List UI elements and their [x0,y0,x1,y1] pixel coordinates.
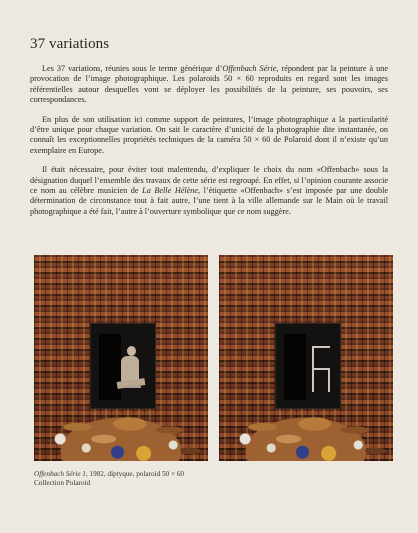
polaroid-print-right [275,323,341,409]
pigment-heap-right [219,403,393,461]
body-text [30,64,388,226]
page-title: 37 variations [30,36,110,52]
figure-caption [34,470,184,488]
caption-line-1 [34,470,184,479]
paragraph-3-text-b: , l’étiquette «Offenbach» s’est imposée par une double détermination de circonstance tout à fait autre, l’une tient à la ville allemande sur le Main où le travail photographique a été fait, l’autre à l’ouverture symbolique que ce nom suggère. [30,186,388,216]
paragraph-2: En plus de son utilisation ici comme support de peintures, l’image photographique a la particularité d’être unique pour chaque variation. On sait le caractère d’unicité de la photographie dite instantanée, on connaît les exceptionnelles propriétés techniques de la caméra 50 × 60 de Polaroid dont il n’existe qu’un exemplaire en Europe. [30,114,388,155]
pigment-heap-left [34,403,208,461]
chair-top-rail [312,346,330,348]
paragraph-3-emphasis: La Belle Hélène [142,186,199,196]
caption-collection: Collection Polaroid [34,479,91,487]
paragraph-1-text-b: , répondent par la peinture à une provocation de l’image photographique. Les polaroids 50 × 60 reproduits en regard sont les images référentielles autour desquelles vont se déployer les possibilités de la peinture, ses pouvoirs, ses correspondances. [30,64,388,105]
paragraph-1 [30,64,388,106]
paragraph-3 [30,165,388,217]
polaroid-print-left [90,323,156,409]
caption-details: , 1982, diptyque, polaroid 50 × 60 [85,470,184,478]
paragraph-3-text-a: Il était nécessaire, pour éviter tout malentendu, d’expliquer le choix du nom «Offenbach» sous la désignation duquel l’ensemble des travaux de cette série est regroupé. En effet, si l’opinion courante associe ce nom au célèbre musicien de [30,165,388,196]
dark-doorway [99,334,121,400]
paragraph-1-emphasis: Offenbach Série [222,64,277,73]
photo-left-seated-figure [34,255,208,461]
photo-right-empty-chair [219,255,393,461]
stool [125,386,141,388]
figure-head [127,346,136,356]
caption-title: Offenbach Série 1 [34,470,86,478]
chair-leg-front [328,368,330,392]
dark-doorway [284,334,306,400]
paragraph-1-text-a: Les 37 variations, réunies sous le terme générique d’ [42,64,223,73]
